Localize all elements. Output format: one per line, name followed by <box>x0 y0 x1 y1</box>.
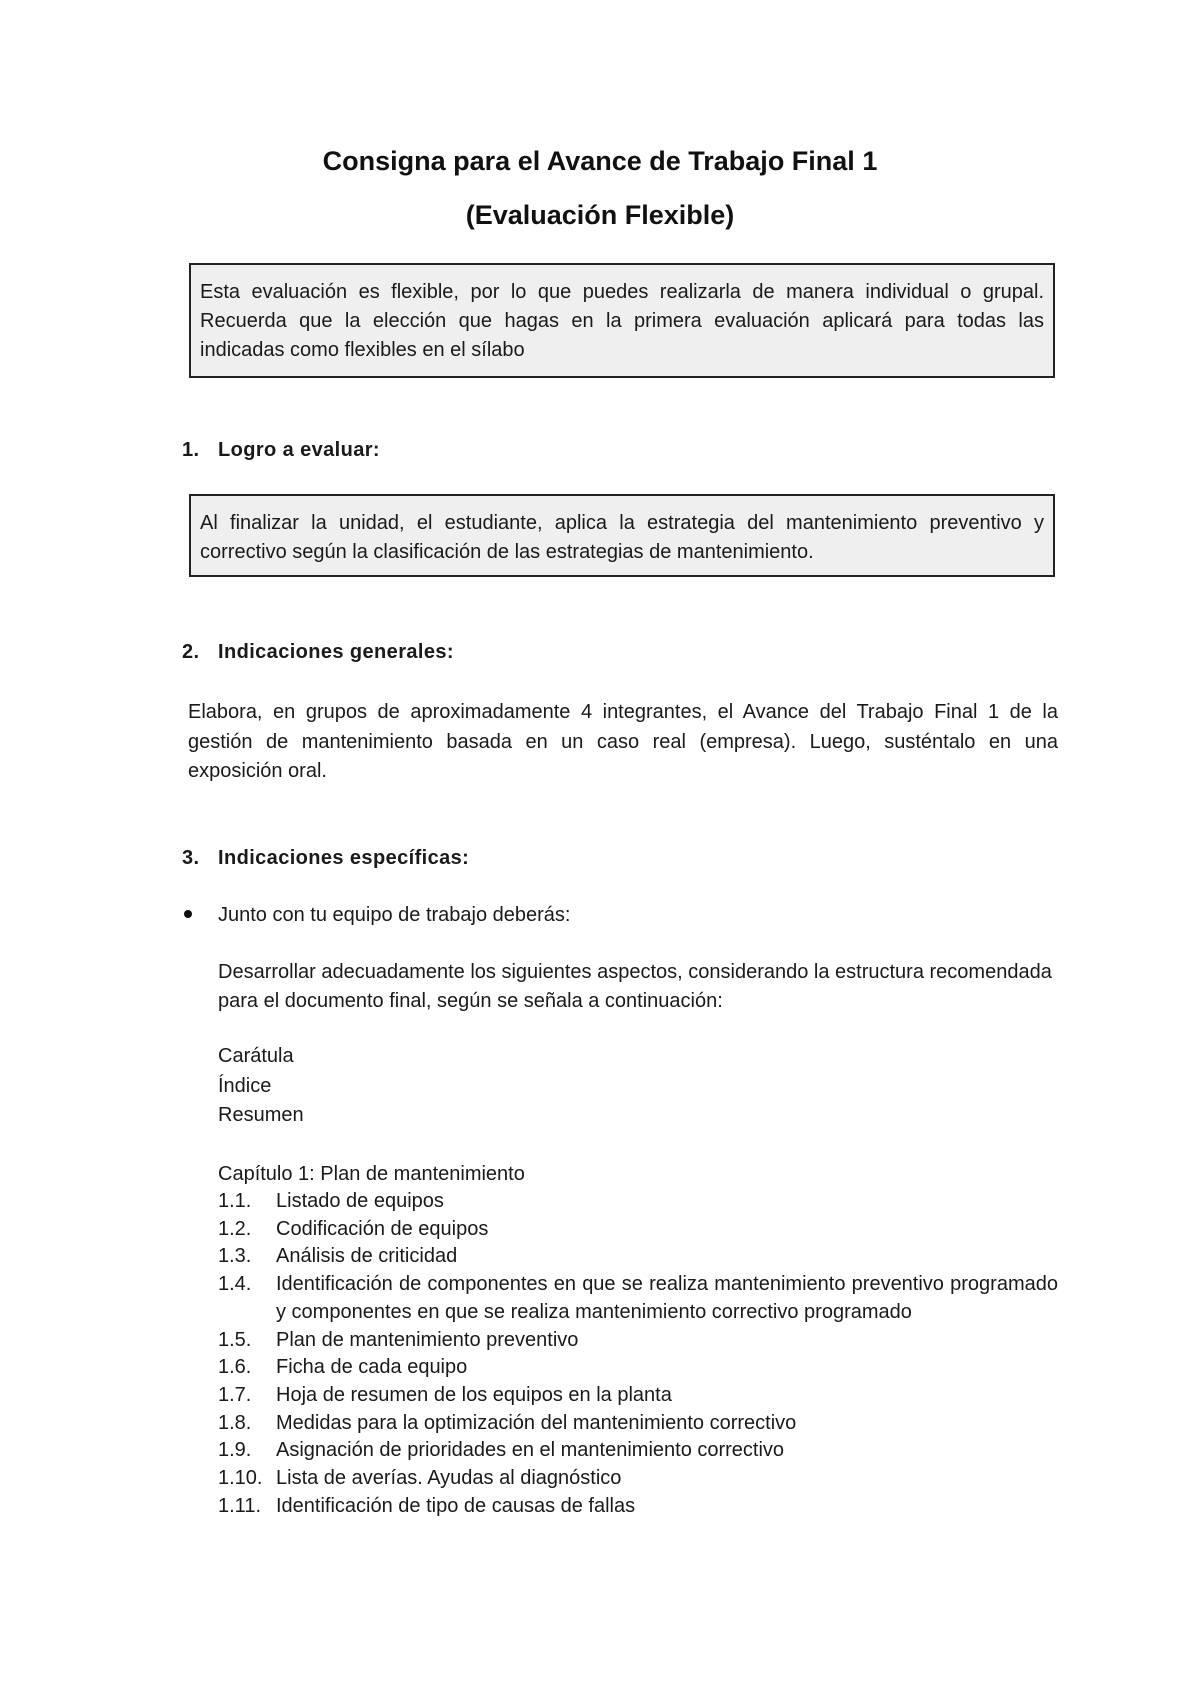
section-heading-logro <box>182 439 380 462</box>
chapter-item <box>218 1493 1058 1521</box>
section-heading-indicaciones-generales <box>182 641 454 664</box>
chapter-item-text: Codificación de equipos <box>276 1217 489 1240</box>
chapter-item-number: 1.4. <box>218 1273 252 1296</box>
structure-item: Resumen <box>218 1104 304 1126</box>
chapter-item <box>218 1243 1058 1271</box>
chapter-item <box>218 1188 1058 1216</box>
chapter-item <box>218 1382 1058 1410</box>
chapter-item <box>218 1410 1058 1438</box>
chapter-item-text: Lista de averías. Ayudas al diagnóstico <box>276 1467 622 1490</box>
chapter-item <box>218 1465 1058 1493</box>
chapter-item-text: Ficha de cada equipo <box>276 1356 468 1379</box>
chapter-item-number: 1.8. <box>218 1411 252 1434</box>
structure-list <box>218 1042 1058 1131</box>
chapter-item <box>218 1216 1058 1244</box>
chapter-item-number: 1.10. <box>218 1467 263 1490</box>
chapter-item <box>218 1437 1058 1465</box>
development-instruction: Desarrollar adecuadamente los siguientes aspectos, considerando la estructura recomendada para el documento final, según se señala a continuación: <box>218 961 1052 1012</box>
bullet-item <box>182 904 570 927</box>
chapter-item-number: 1.3. <box>218 1245 252 1268</box>
chapter-item-number: 1.6. <box>218 1356 252 1379</box>
general-instructions-paragraph: Elabora, en grupos de aproximadamente 4 integrantes, el Avance del Trabajo Final 1 de la gestión de mantenimiento basada en un caso real (empresa). Luego, susténtalo en una exposición oral. <box>188 701 1058 782</box>
chapter-item <box>218 1327 1058 1355</box>
section-heading-text: Logro a evaluar: <box>218 439 380 461</box>
chapter-item-number: 1.1. <box>218 1190 252 1212</box>
section-heading-text: Indicaciones generales: <box>218 641 454 663</box>
chapter-item <box>218 1271 1058 1326</box>
chapter-item-number: 1.7. <box>218 1383 252 1406</box>
chapter-item-number: 1.9. <box>218 1439 252 1462</box>
chapter-item-text: Asignación de prioridades en el mantenimiento correctivo <box>276 1439 785 1462</box>
section-heading-indicaciones-especificas <box>182 847 469 870</box>
chapter-item-list <box>218 1188 1058 1520</box>
chapter-item-text: Medidas para la optimización del mantenimiento correctivo <box>276 1411 797 1434</box>
bullet-icon <box>184 910 192 918</box>
section-number: 1. <box>182 439 200 461</box>
chapter-item-text: Análisis de criticidad <box>276 1245 458 1268</box>
section-number: 2. <box>182 641 200 663</box>
chapter-item-number: 1.11. <box>218 1494 261 1517</box>
document-subtitle: (Evaluación Flexible) <box>465 200 735 230</box>
achievement-box: Al finalizar la unidad, el estudiante, aplica la estrategia del mantenimiento preventivo y correctivo según la clasificación de las estrategias de mantenimiento. <box>189 494 1055 577</box>
chapter-item <box>218 1354 1058 1382</box>
bullet-text: Junto con tu equipo de trabajo deberás: <box>218 904 571 926</box>
chapter-item-text: Hoja de resumen de los equipos en la planta <box>276 1383 672 1406</box>
chapter-item-text: Listado de equipos <box>276 1190 444 1212</box>
section-number: 3. <box>182 847 200 869</box>
chapter-item-number: 1.5. <box>218 1328 252 1351</box>
chapter-item-text: Plan de mantenimiento preventivo <box>276 1328 579 1351</box>
chapter-item-text: Identificación de tipo de causas de fallas <box>276 1494 636 1517</box>
chapter-item-text: Identificación de componentes en que se realiza mantenimiento preventivo programado y componentes en que se realiza mantenimiento correctivo programado <box>276 1273 1058 1323</box>
section-heading-text: Indicaciones específicas: <box>218 847 470 869</box>
structure-item: Índice <box>218 1074 272 1097</box>
document-title: Consigna para el Avance de Trabajo Final 1 <box>322 146 878 176</box>
chapter-title: Capítulo 1: Plan de mantenimiento <box>218 1163 525 1185</box>
flexible-evaluation-notice: Esta evaluación es flexible, por lo que puedes realizarla de manera individual o grupal. Recuerda que la elección que hagas en la primera evaluación aplicará para todas las indicadas como flexibles en el sílabo <box>189 263 1055 378</box>
chapter-item-number: 1.2. <box>218 1217 252 1240</box>
structure-item: Carátula <box>218 1045 294 1067</box>
